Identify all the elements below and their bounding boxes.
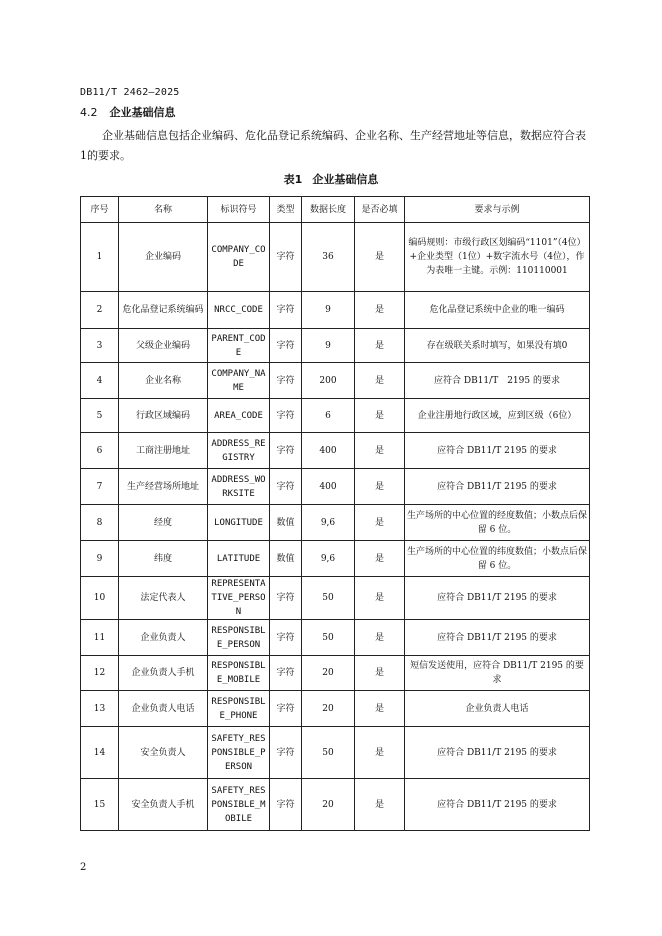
cell-required: 是	[355, 329, 405, 363]
cell-requirement: 应符合 DB11/T 2195 的要求	[405, 433, 590, 469]
cell-code: AREA_CODE	[208, 399, 270, 433]
intro-paragraph: 企业基础信息包括企业编码、危化品登记系统编码、企业名称、生产经营地址等信息，数据应符合表1的要求。	[80, 129, 586, 162]
cell-length: 400	[302, 433, 355, 469]
cell-type: 字符	[270, 727, 302, 779]
cell-name: 法定代表人	[119, 577, 208, 620]
cell-requirement: 应符合 DB11/T 2195 的要求	[405, 779, 590, 831]
table-row	[81, 727, 590, 779]
cell-code: REPRESENTATIVE_PERSON	[208, 577, 270, 620]
cell-requirement: 应符合 DB11/T 2195 的要求	[405, 363, 590, 399]
cell-required: 是	[355, 779, 405, 831]
cell-no: 9	[81, 541, 119, 577]
page-number: 2	[80, 862, 87, 873]
cell-required: 是	[355, 399, 405, 433]
cell-length: 9,6	[302, 505, 355, 541]
cell-length: 50	[302, 727, 355, 779]
cell-no: 8	[81, 505, 119, 541]
cell-length: 50	[302, 620, 355, 656]
cell-length: 9	[302, 292, 355, 329]
cell-requirement: 应符合 DB11/T 2195 的要求	[405, 727, 590, 779]
cell-type: 字符	[270, 292, 302, 329]
table-row	[81, 292, 590, 329]
header-cell-type: 类型	[270, 197, 302, 223]
cell-no: 13	[81, 691, 119, 727]
cell-no: 11	[81, 620, 119, 656]
header-cell-no: 序号	[81, 197, 119, 223]
cell-name: 企业名称	[119, 363, 208, 399]
cell-length: 50	[302, 577, 355, 620]
header-cell-requirement: 要求与示例	[405, 197, 590, 223]
cell-no: 10	[81, 577, 119, 620]
table-row	[81, 469, 590, 505]
cell-requirement: 短信发送使用，应符合 DB11/T 2195 的要求	[405, 656, 590, 691]
cell-code: ADDRESS_WORKSITE	[208, 469, 270, 505]
cell-length: 200	[302, 363, 355, 399]
cell-requirement: 生产场所的中心位置的纬度数值；小数点后保留 6 位。	[405, 541, 590, 577]
cell-name: 工商注册地址	[119, 433, 208, 469]
header-cell-code: 标识符号	[208, 197, 270, 223]
header-cell-required: 是否必填	[355, 197, 405, 223]
document-code: DB11/T 2462—2025	[80, 87, 180, 98]
cell-required: 是	[355, 505, 405, 541]
cell-required: 是	[355, 541, 405, 577]
header-cell-length: 数据长度	[302, 197, 355, 223]
cell-code: RESPONSIBLE_MOBILE	[208, 656, 270, 691]
cell-required: 是	[355, 577, 405, 620]
cell-requirement: 应符合 DB11/T 2195 的要求	[405, 577, 590, 620]
cell-required: 是	[355, 620, 405, 656]
cell-length: 20	[302, 779, 355, 831]
cell-name: 企业负责人	[119, 620, 208, 656]
cell-name: 企业编码	[119, 223, 208, 292]
cell-type: 字符	[270, 399, 302, 433]
cell-requirement: 生产场所的中心位置的经度数值；小数点后保留 6 位。	[405, 505, 590, 541]
table-row	[81, 399, 590, 433]
cell-type: 字符	[270, 469, 302, 505]
table-row	[81, 329, 590, 363]
cell-name: 企业负责人手机	[119, 656, 208, 691]
cell-type: 字符	[270, 433, 302, 469]
table-header-row	[81, 197, 590, 223]
cell-type: 数值	[270, 505, 302, 541]
cell-name: 纬度	[119, 541, 208, 577]
cell-type: 字符	[270, 691, 302, 727]
cell-name: 生产经营场所地址	[119, 469, 208, 505]
company-info-table	[80, 196, 590, 831]
cell-code: RESPONSIBLE_PHONE	[208, 691, 270, 727]
cell-required: 是	[355, 727, 405, 779]
header-cell-name: 名称	[119, 197, 208, 223]
cell-no: 2	[81, 292, 119, 329]
cell-code: LONGITUDE	[208, 505, 270, 541]
table-row	[81, 223, 590, 292]
section-heading	[80, 104, 176, 120]
cell-code: SAFETY_RESPONSIBLE_MOBILE	[208, 779, 270, 831]
cell-required: 是	[355, 691, 405, 727]
cell-length: 20	[302, 691, 355, 727]
cell-length: 20	[302, 656, 355, 691]
cell-length: 36	[302, 223, 355, 292]
cell-length: 9	[302, 329, 355, 363]
cell-code: PARENT_CODE	[208, 329, 270, 363]
cell-code: COMPANY_NAME	[208, 363, 270, 399]
cell-requirement: 企业注册地行政区域，应到区级（6位）	[405, 399, 590, 433]
cell-code: NRCC_CODE	[208, 292, 270, 329]
cell-type: 字符	[270, 223, 302, 292]
cell-name: 企业负责人电话	[119, 691, 208, 727]
table-row	[81, 779, 590, 831]
cell-required: 是	[355, 292, 405, 329]
cell-name: 经度	[119, 505, 208, 541]
cell-no: 12	[81, 656, 119, 691]
table-row	[81, 656, 590, 691]
cell-type: 字符	[270, 329, 302, 363]
cell-type: 数值	[270, 541, 302, 577]
cell-type: 字符	[270, 363, 302, 399]
table-row	[81, 505, 590, 541]
table-row	[81, 577, 590, 620]
cell-length: 400	[302, 469, 355, 505]
table-row	[81, 620, 590, 656]
cell-name: 父级企业编码	[119, 329, 208, 363]
cell-type: 字符	[270, 577, 302, 620]
cell-length: 9,6	[302, 541, 355, 577]
cell-required: 是	[355, 433, 405, 469]
cell-name: 安全负责人	[119, 727, 208, 779]
cell-no: 1	[81, 223, 119, 292]
section-title: 企业基础信息	[109, 106, 176, 119]
table-row	[81, 691, 590, 727]
cell-name: 安全负责人手机	[119, 779, 208, 831]
cell-type: 字符	[270, 779, 302, 831]
cell-name: 行政区域编码	[119, 399, 208, 433]
cell-length: 6	[302, 399, 355, 433]
cell-no: 15	[81, 779, 119, 831]
cell-no: 4	[81, 363, 119, 399]
cell-no: 3	[81, 329, 119, 363]
table-caption-title: 企业基础信息	[312, 173, 379, 186]
cell-no: 5	[81, 399, 119, 433]
cell-no: 14	[81, 727, 119, 779]
cell-requirement: 危化品登记系统中企业的唯一编码	[405, 292, 590, 329]
cell-requirement: 应符合 DB11/T 2195 的要求	[405, 469, 590, 505]
table-caption-number: 表1	[283, 173, 303, 186]
table-row	[81, 541, 590, 577]
cell-required: 是	[355, 223, 405, 292]
table-row	[81, 363, 590, 399]
cell-name: 危化品登记系统编码	[119, 292, 208, 329]
cell-requirement: 企业负责人电话	[405, 691, 590, 727]
table-caption	[0, 171, 662, 187]
cell-type: 字符	[270, 620, 302, 656]
cell-requirement: 应符合 DB11/T 2195 的要求	[405, 620, 590, 656]
cell-required: 是	[355, 469, 405, 505]
cell-code: LATITUDE	[208, 541, 270, 577]
cell-type: 字符	[270, 656, 302, 691]
section-number: 4.2	[80, 106, 98, 119]
cell-requirement: 存在级联关系时填写，如果没有填0	[405, 329, 590, 363]
cell-no: 7	[81, 469, 119, 505]
cell-code: COMPANY_CODE	[208, 223, 270, 292]
table-row	[81, 433, 590, 469]
cell-requirement: 编码规则：市级行政区划编码“1101”（4位）+企业类型（1位）+数字流水号（4位），作为表唯一主键。示例：110110001	[405, 223, 590, 292]
cell-code: ADDRESS_REGISTRY	[208, 433, 270, 469]
cell-code: SAFETY_RESPONSIBLE_PERSON	[208, 727, 270, 779]
cell-no: 6	[81, 433, 119, 469]
cell-required: 是	[355, 363, 405, 399]
cell-code: RESPONSIBLE_PERSON	[208, 620, 270, 656]
cell-required: 是	[355, 656, 405, 691]
